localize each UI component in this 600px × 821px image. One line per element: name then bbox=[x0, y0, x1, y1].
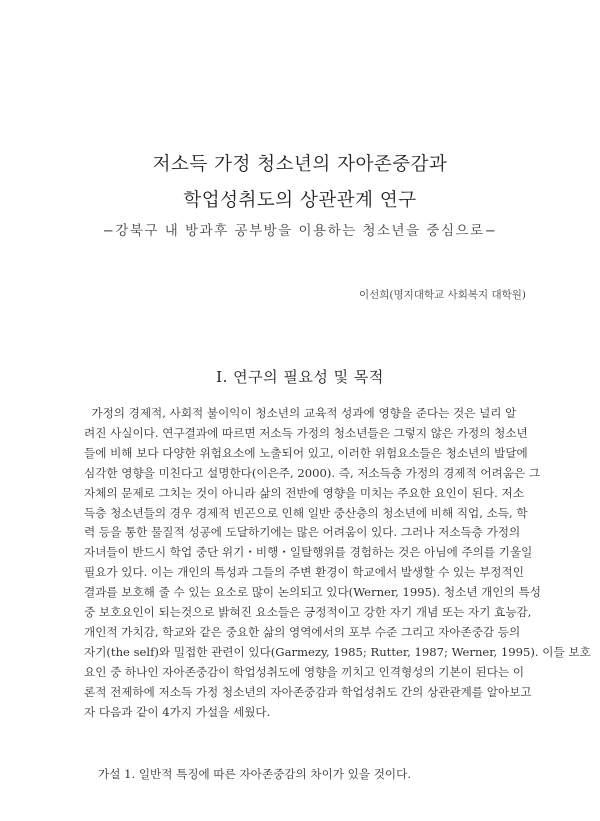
body-line: 론적 전제하에 저소득 가정 청소년의 자아존중감과 학업성취도 간의 상관관계를 알아보고 bbox=[84, 684, 532, 699]
body-line: 득층 청소년들의 경우 경제적 빈곤으로 인해 일반 중산층의 청소년에 비해 직업, 소득, 학 bbox=[84, 505, 528, 520]
body-paragraph bbox=[84, 404, 591, 723]
body-line: 자녀들이 반드시 학업 중단 위기・비행・일탈행위를 경험하는 것은 아님에 주의를 기울일 bbox=[84, 545, 533, 560]
author-affiliation: 이선희(명지대학교 사회복지 대학원) bbox=[358, 289, 526, 301]
paper-subtitle: −강북구 내 방과후 공부방을 이용하는 청소년을 중심으로− bbox=[102, 223, 498, 239]
body-line: 려진 사실이다. 연구결과에 따르면 저소득 가정의 청소년들은 그렇지 않은 가정의 청소년 bbox=[84, 425, 528, 440]
paper-title-line-1: 저소득 가정 청소년의 자아존중감과 bbox=[152, 154, 448, 175]
body-line: 자 다음과 같이 4가지 가설을 세웠다. bbox=[84, 704, 271, 719]
hypothesis-1: 가설 1. 일반적 특징에 따른 자아존중감의 차이가 있을 것이다. bbox=[98, 767, 412, 781]
body-line: 결과를 보호해 줄 수 있는 요소로 많이 논의되고 있다(Werner, 1995). 청소년 개인의 특성 bbox=[84, 585, 541, 600]
body-line: 심각한 영향을 미친다고 설명한다(이은주, 2000). 즉, 저소득층 가정의 경제적 어려움은 그 bbox=[84, 465, 541, 480]
body-line: 요인 중 하나인 자아존중감이 학업성취도에 영향을 끼치고 인격형성의 기본이 된다는 이 bbox=[84, 664, 525, 679]
body-line: 필요가 있다. 이는 개인의 특성과 그들의 주변 환경이 학교에서 발생할 수 있는 부정적인 bbox=[84, 565, 524, 580]
body-line: 가정의 경제적, 사회적 불이익이 청소년의 교육적 성과에 영향을 준다는 것은 널리 알 bbox=[84, 406, 517, 420]
body-line: 자체의 문제로 그치는 것이 아니라 삶의 전반에 영향을 미치는 주요한 요인이 된다. 저소 bbox=[84, 485, 524, 500]
body-line: 들에 비해 보다 다양한 위험요소에 노출되어 있고, 이러한 위험요소들은 청소년의 발달에 bbox=[84, 445, 528, 460]
section-heading: I. 연구의 필요성 및 목적 bbox=[216, 368, 384, 386]
body-line: 자기(the self)와 밀접한 관련이 있다(Garmezy, 1985; Rutter, 1987; Werner, 1995). 이들 보호 bbox=[84, 644, 591, 659]
body-line: 력 등을 통한 물질적 성공에 도달하기에는 많은 어려움이 있다. 그러나 저소득층 가정의 bbox=[84, 525, 521, 540]
body-line: 중 보호요인이 되는것으로 밝혀진 요소들은 긍정적이고 강한 자기 개념 또는 자기 효능감, bbox=[84, 605, 532, 620]
body-line: 개인적 가치감, 학교와 같은 중요한 삶의 영역에서의 포부 수준 그리고 자아존중감 등의 bbox=[84, 624, 521, 639]
paper-title-line-2: 학업성취도의 상관관계 연구 bbox=[183, 190, 417, 211]
